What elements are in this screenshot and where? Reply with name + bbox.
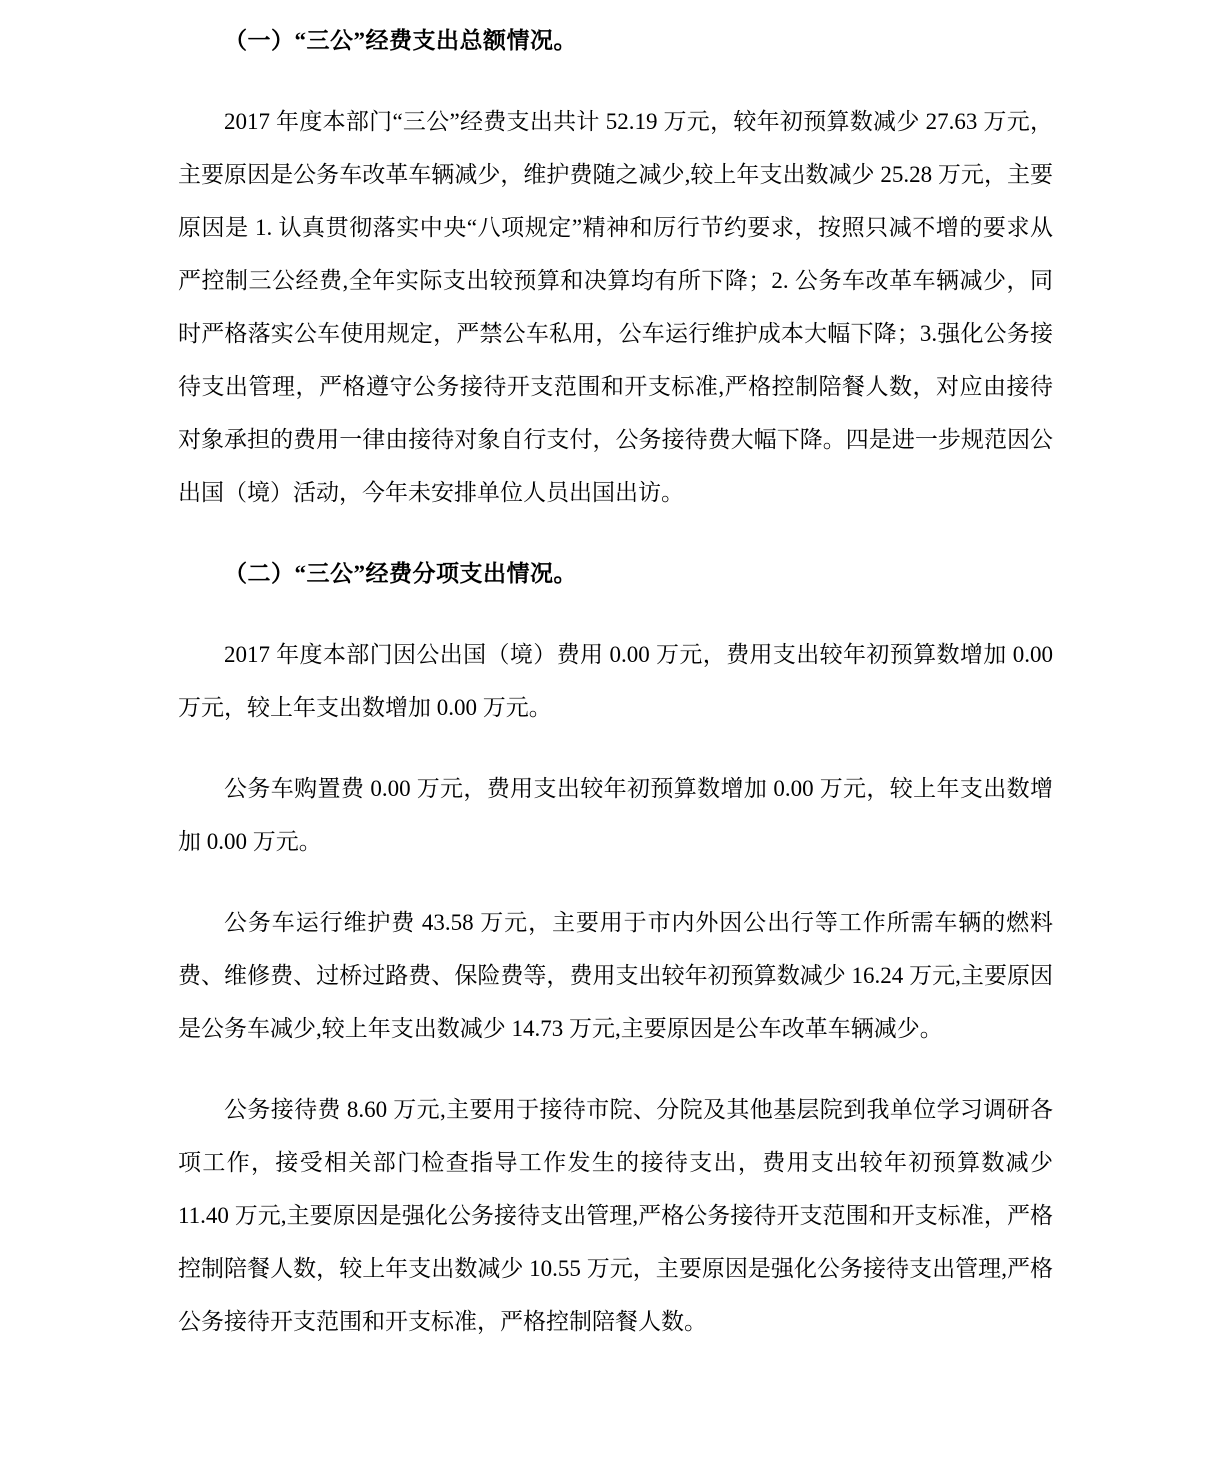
paragraph-total-expense-summary: 2017 年度本部门“三公”经费支出共计 52.19 万元，较年初预算数减少 27.63 万元，主要原因是公务车改革车辆减少，维护费随之减少,较上年支出数减少 25.28 万元，主要原因是 1. 认真贯彻落实中央“八项规定”精神和厉行节约要求，按照只减不增的要求从严控制三公经费,全年实际支出较预算和决算均有所下降；2. 公务车改革车辆减少，同时严格落实公车使用规定，严禁公车私用，公车运行维护成本大幅下降；3.强化公务接待支出管理，严格遵守公务接待开支范围和开支标准,严格控制陪餐人数，对应由接待对象承担的费用一律由接待对象自行支付，公务接待费大幅下降。四是进一步规范因公出国（境）活动，今年未安排单位人员出国出访。 <box>178 109 1053 505</box>
paragraph-overseas-travel-expense: 2017 年度本部门因公出国（境）费用 0.00 万元，费用支出较年初预算数增加 0.00 万元，较上年支出数增加 0.00 万元。 <box>178 642 1053 720</box>
paragraph-vehicle-purchase-expense: 公务车购置费 0.00 万元，费用支出较年初预算数增加 0.00 万元，较上年支出数增加 0.00 万元。 <box>178 776 1053 854</box>
paragraph-vehicle-maintenance-expense: 公务车运行维护费 43.58 万元，主要用于市内外因公出行等工作所需车辆的燃料费、维修费、过桥过路费、保险费等，费用支出较年初预算数减少 16.24 万元,主要原因是公务车减少,较上年支出数减少 14.73 万元,主要原因是公车改革车辆减少。 <box>178 910 1054 1041</box>
heading-sangong-total-expense: （一）“三公”经费支出总额情况。 <box>224 28 577 53</box>
paragraph-official-reception-expense: 公务接待费 8.60 万元,主要用于接待市院、分院及其他基层院到我单位学习调研各项工作，接受相关部门检查指导工作发生的接待支出，费用支出较年初预算数减少 11.40 万元,主要原因是强化公务接待支出管理,严格公务接待开支范围和开支标准，严格控制陪餐人数，较上年支出数减少 10.55 万元，主要原因是强化公务接待支出管理,严格公务接待开支范围和开支标准，严格控制陪餐人数。 <box>178 1097 1053 1334</box>
heading-sangong-itemized-expense: （二）“三公”经费分项支出情况。 <box>224 561 577 586</box>
